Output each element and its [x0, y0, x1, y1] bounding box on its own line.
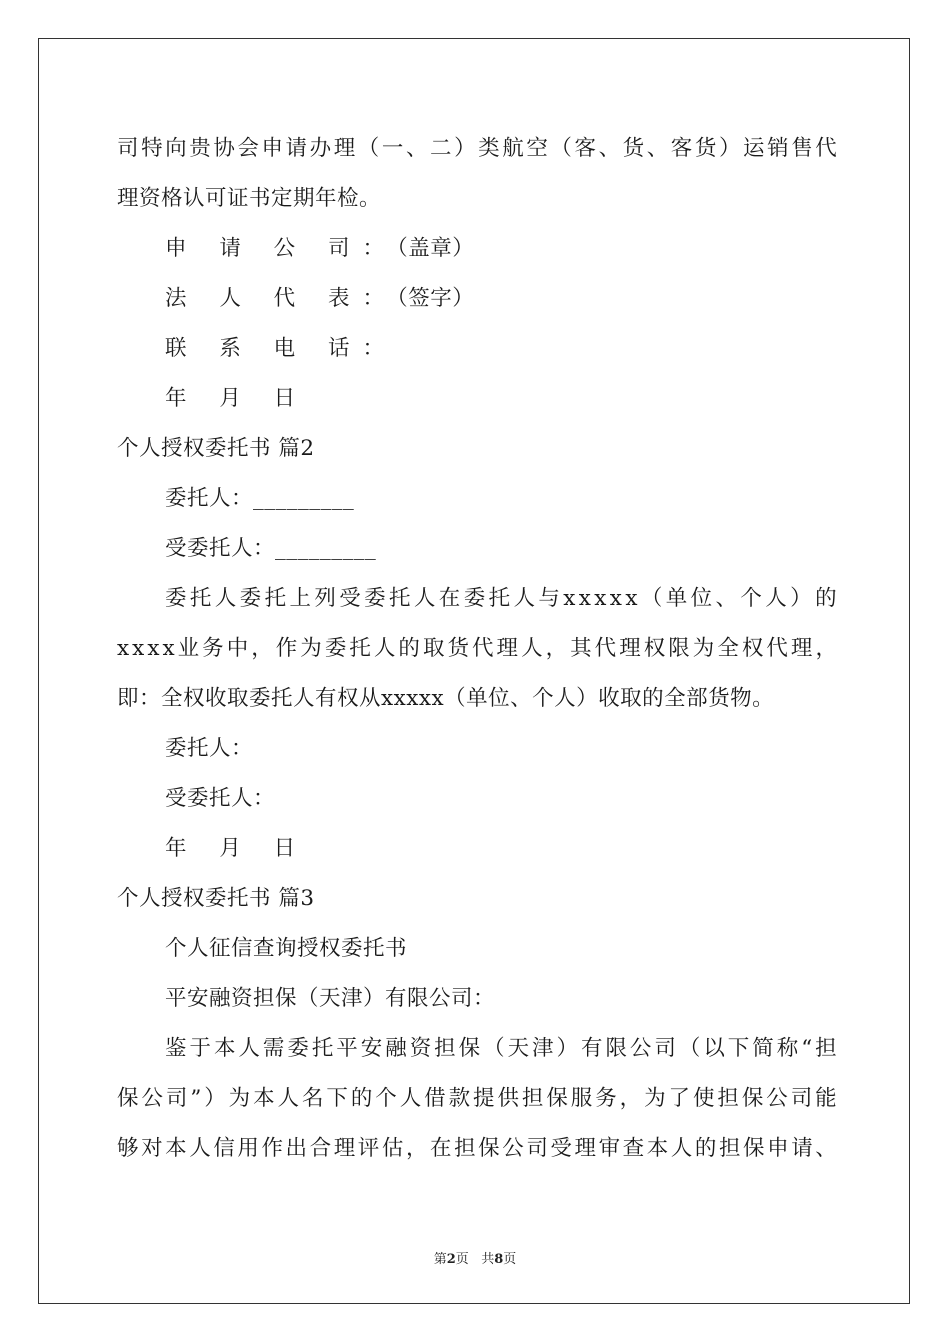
glyph: 理	[333, 1136, 356, 1161]
paragraph-line: 理资格认可证书定期年检。	[117, 186, 382, 211]
glyph: 特	[141, 136, 163, 161]
glyph: 会	[237, 136, 259, 161]
agent-signature-line: 受委托人：	[165, 786, 276, 811]
glyph: 安	[360, 1036, 383, 1061]
glyph: 位	[690, 586, 713, 611]
glyph: 保	[117, 1086, 139, 1111]
glyph: 其	[570, 636, 592, 661]
glyph: 托	[349, 636, 371, 661]
glyph: 为	[644, 1086, 666, 1111]
glyph: 公	[502, 1136, 524, 1161]
glyph: 的	[398, 636, 420, 661]
glyph: 的	[350, 1086, 373, 1111]
glyph: 够	[117, 1136, 139, 1161]
glyph: 个	[375, 1086, 397, 1111]
glyph: 委	[324, 636, 347, 661]
glyph: 人	[399, 1086, 422, 1111]
glyph: 权	[741, 636, 764, 661]
glyph: 估	[381, 1136, 404, 1161]
glyph: 理	[574, 1136, 596, 1161]
glyph: ，	[405, 1136, 428, 1161]
glyph: 办	[309, 136, 332, 161]
glyph: 担	[521, 1086, 544, 1111]
page-suffix: 页	[503, 1252, 517, 1267]
glyph: 担	[454, 1136, 476, 1161]
glyph: 申	[261, 136, 283, 161]
glyph: 本	[253, 1086, 275, 1111]
glyph: 委	[287, 1036, 309, 1061]
glyph: 需	[262, 1036, 285, 1061]
glyph: 中	[226, 636, 249, 661]
glyph: 委	[165, 586, 187, 611]
glyph: 公	[141, 1086, 163, 1111]
glyph: 客	[574, 136, 596, 161]
paragraph-line: 即：全权收取委托人有权从xxxxx（单位、个人）收取的全部货物。	[117, 686, 775, 711]
paragraph-line	[117, 1074, 837, 1124]
glyph: 评	[357, 1136, 380, 1161]
agent-line: 受委托人：_________	[165, 536, 377, 561]
page-number-footer	[0, 1248, 950, 1267]
glyph: 人	[214, 586, 237, 611]
glyph: 供	[497, 1086, 519, 1111]
glyph: 平	[336, 1036, 358, 1061]
glyph: 于	[189, 1036, 211, 1061]
glyph: 人	[521, 636, 543, 661]
glyph: 本	[646, 1136, 669, 1161]
glyph: 理	[496, 636, 519, 661]
glyph: 了	[668, 1086, 691, 1111]
applicant-company-row	[117, 224, 837, 274]
glyph: 委	[364, 586, 386, 611]
document-title: 个人征信查询授权委托书	[165, 936, 408, 961]
glyph: 委	[463, 586, 486, 611]
glyph: 使	[692, 1086, 715, 1111]
glyph: 协	[213, 136, 235, 161]
glyph: （	[640, 586, 663, 611]
glyph: 查	[622, 1136, 645, 1161]
glyph: 称	[776, 1036, 799, 1061]
glyph: ）	[718, 136, 741, 161]
glyph: 司	[654, 1036, 676, 1061]
glyph: 二	[430, 136, 452, 161]
glyph: 津	[532, 1036, 554, 1061]
glyph: 人	[238, 1036, 260, 1061]
glyph: 全	[717, 636, 739, 661]
glyph: 航	[502, 136, 524, 161]
field-note: （签字）	[397, 286, 475, 311]
glyph: x	[147, 636, 160, 661]
section-heading: 个人授权委托书 篇3	[117, 886, 315, 911]
glyph: 空	[526, 136, 548, 161]
glyph: x	[132, 636, 145, 661]
paragraph-line	[117, 124, 837, 174]
glyph: x	[578, 586, 591, 611]
glyph: 受	[550, 1136, 572, 1161]
glyph: （	[550, 136, 572, 161]
glyph: 本	[213, 1036, 236, 1061]
glyph: 人	[670, 1136, 693, 1161]
glyph: 货	[694, 136, 717, 161]
glyph: 用	[237, 1136, 259, 1161]
glyph: 取	[422, 636, 445, 661]
glyph: 请	[285, 136, 308, 161]
glyph: 保	[458, 1036, 481, 1061]
glyph: 鉴	[165, 1036, 187, 1061]
glyph: x	[625, 586, 638, 611]
glyph: 名	[301, 1086, 324, 1111]
glyph: 贵	[189, 136, 211, 161]
glyph: 售	[791, 136, 813, 161]
glyph: 有	[580, 1036, 603, 1061]
glyph: 代	[815, 136, 837, 161]
glyph: 保	[546, 1086, 568, 1111]
glyph: 担	[815, 1036, 837, 1061]
glyph: 限	[668, 636, 690, 661]
glyph: 司	[790, 1086, 813, 1111]
glyph: 受	[339, 586, 361, 611]
glyph: 人	[277, 1086, 300, 1111]
field-label: 申 请 公 司：	[165, 236, 398, 261]
glyph: 为	[228, 1086, 251, 1111]
glyph: 公	[629, 1036, 652, 1061]
current-page: 2	[446, 1252, 456, 1267]
glyph: 、	[715, 586, 738, 611]
glyph: 上	[289, 586, 311, 611]
glyph: 对	[141, 1136, 163, 1161]
glyph: 款	[448, 1086, 471, 1111]
glyph: 司	[526, 1136, 548, 1161]
field-note: （盖章）	[397, 236, 475, 261]
glyph: x	[563, 586, 576, 611]
glyph: 为	[692, 636, 715, 661]
glyph: 个	[740, 586, 762, 611]
page-prefix: 第	[433, 1252, 447, 1267]
glyph: ，	[251, 636, 273, 661]
paragraph-line	[117, 1024, 837, 1074]
glyph: 委	[239, 586, 262, 611]
glyph: 担	[434, 1036, 456, 1061]
glyph: 托	[488, 586, 511, 611]
glyph: 司	[117, 136, 139, 161]
glyph: ，	[545, 636, 568, 661]
glyph: 类	[478, 136, 500, 161]
glyph: 担	[717, 1086, 739, 1111]
glyph: 保	[478, 1136, 500, 1161]
glyph: 的	[815, 586, 837, 611]
glyph: 单	[665, 586, 688, 611]
glyph: ”	[190, 1086, 202, 1111]
glyph: 以	[703, 1036, 725, 1061]
glyph: 代	[766, 636, 788, 661]
glyph: 本	[165, 1136, 187, 1161]
glyph: ，	[619, 1086, 642, 1111]
glyph: 审	[598, 1136, 621, 1161]
paragraph-line	[117, 624, 837, 674]
glyph: （	[357, 136, 380, 161]
glyph: 出	[285, 1136, 308, 1161]
glyph: 业	[177, 636, 200, 661]
glyph: 托	[264, 586, 287, 611]
glyph: 在	[430, 1136, 452, 1161]
glyph: 融	[385, 1036, 407, 1061]
contact-phone-row	[117, 324, 837, 374]
glyph: 、	[815, 1136, 837, 1161]
glyph: 代	[472, 636, 494, 661]
glyph: 提	[473, 1086, 495, 1111]
glyph: 理	[619, 636, 641, 661]
glyph: 、	[405, 136, 428, 161]
glyph: 担	[718, 1136, 741, 1161]
glyph: 人	[413, 586, 436, 611]
glyph: 权	[643, 636, 666, 661]
glyph: 货	[622, 136, 645, 161]
glyph: 、	[646, 136, 669, 161]
field-label: 联 系 电 话：	[165, 336, 398, 361]
section-heading: 个人授权委托书 篇2	[117, 436, 315, 461]
glyph: 服	[570, 1086, 593, 1111]
glyph: ）	[204, 1086, 226, 1111]
glyph: 司	[165, 1086, 188, 1111]
glyph: （	[678, 1036, 701, 1061]
date-line: 年 月 日	[165, 386, 309, 411]
glyph: “	[801, 1036, 813, 1061]
paragraph-line	[117, 1124, 837, 1174]
principal-line: 委托人：_________	[165, 486, 355, 511]
glyph: ）	[454, 136, 476, 161]
glyph: 下	[727, 1036, 750, 1061]
paragraph-line	[117, 574, 837, 624]
document-body	[117, 124, 837, 1174]
glyph: 人	[189, 1136, 211, 1161]
glyph: （	[483, 1036, 505, 1061]
glyph: ，	[815, 636, 837, 661]
field-label: 法 人 代 表：	[165, 286, 398, 311]
glyph: 申	[767, 1136, 789, 1161]
glyph: 保	[743, 1136, 765, 1161]
glyph: 理	[790, 636, 813, 661]
glyph: x	[609, 586, 622, 611]
glyph: 能	[815, 1086, 837, 1111]
glyph: 客	[670, 136, 693, 161]
glyph: x	[117, 636, 130, 661]
glyph: 公	[766, 1086, 788, 1111]
glyph: 的	[694, 1136, 717, 1161]
glyph: 托	[389, 586, 411, 611]
glyph: 合	[309, 1136, 332, 1161]
glyph: 在	[438, 586, 461, 611]
glyph: x	[594, 586, 607, 611]
glyph: 简	[752, 1036, 774, 1061]
glyph: 列	[314, 586, 336, 611]
glyph: 代	[594, 636, 617, 661]
glyph: ）	[790, 586, 812, 611]
glyph: x	[162, 636, 175, 661]
glyph: 作	[261, 1136, 283, 1161]
date-line: 年 月 日	[165, 836, 309, 861]
glyph: 托	[311, 1036, 334, 1061]
glyph: 一	[381, 136, 404, 161]
glyph: 资	[409, 1036, 432, 1061]
glyph: 务	[595, 1086, 617, 1111]
glyph: 作	[275, 636, 298, 661]
glyph: 请	[791, 1136, 813, 1161]
glyph: 人	[765, 586, 787, 611]
glyph: 运	[743, 136, 765, 161]
glyph: 保	[741, 1086, 764, 1111]
glyph: 托	[189, 586, 212, 611]
glyph: 理	[333, 136, 356, 161]
glyph: 务	[202, 636, 224, 661]
glyph: 借	[424, 1086, 446, 1111]
glyph: 限	[605, 1036, 627, 1061]
glyph: 人	[373, 636, 396, 661]
glyph: 为	[300, 636, 322, 661]
glyph: 下	[326, 1086, 348, 1111]
glyph: 货	[447, 636, 469, 661]
glyph: ）	[556, 1036, 579, 1061]
glyph: 信	[213, 1136, 235, 1161]
glyph: 销	[767, 136, 789, 161]
glyph: 天	[507, 1036, 530, 1061]
glyph: 向	[165, 136, 187, 161]
page-separator: 页 共	[455, 1252, 495, 1267]
legal-representative-row	[117, 274, 837, 324]
principal-signature-line: 委托人：	[165, 736, 254, 761]
addressee-line: 平安融资担保（天津）有限公司：	[165, 986, 496, 1011]
glyph: 人	[513, 586, 535, 611]
glyph: 与	[538, 586, 560, 611]
total-pages: 8	[494, 1252, 504, 1267]
glyph: 、	[598, 136, 621, 161]
